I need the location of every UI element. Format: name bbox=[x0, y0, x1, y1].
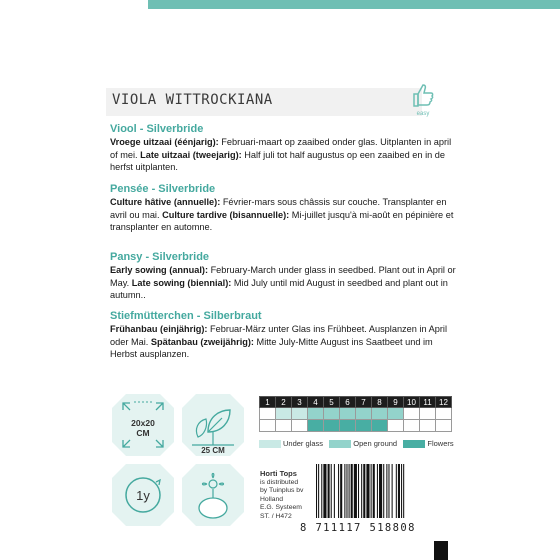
section-title: Stiefmütterchen - Silberbraut bbox=[110, 310, 262, 322]
easy-badge bbox=[408, 82, 438, 120]
calendar-cell bbox=[260, 408, 276, 420]
calendar-cell bbox=[324, 408, 340, 420]
barcode-bar bbox=[334, 464, 335, 518]
barcode-bar bbox=[344, 464, 345, 518]
section-text-early: Février-mars sous châssis sur couche. Transplanter en avril ou mai. bbox=[110, 197, 447, 220]
legend-swatch-under-glass bbox=[259, 440, 281, 448]
legend-flowers: Flowers bbox=[427, 439, 454, 448]
calendar-cell bbox=[436, 420, 452, 432]
thumbs-up-icon bbox=[411, 82, 435, 108]
calendar-row bbox=[260, 408, 452, 420]
sowing-calendar bbox=[259, 396, 452, 432]
section-english bbox=[110, 251, 460, 302]
calendar-cell bbox=[308, 420, 324, 432]
barcode-digits: 8 711117 518808 bbox=[300, 522, 416, 534]
calendar-cell bbox=[356, 420, 372, 432]
section-german bbox=[110, 310, 460, 361]
calendar-cell bbox=[404, 408, 420, 420]
section-dutch bbox=[110, 123, 460, 174]
barcode-bar bbox=[340, 464, 342, 518]
section-title: Pensée - Silverbride bbox=[110, 183, 216, 195]
top-accent-bar bbox=[148, 0, 560, 9]
month-cell: 10 bbox=[404, 397, 420, 408]
section-heading-late: Late sowing (biennial): bbox=[131, 277, 232, 288]
legend-swatch-flowers bbox=[403, 440, 425, 448]
legend-open-ground: Open ground bbox=[353, 439, 398, 448]
section-title: Pansy - Silverbride bbox=[110, 251, 210, 263]
month-cell: 1 bbox=[260, 397, 276, 408]
flower-icon bbox=[182, 464, 244, 526]
calendar-cell bbox=[420, 420, 436, 432]
bottom-black-bar bbox=[434, 541, 448, 560]
month-cell: 8 bbox=[372, 397, 388, 408]
month-cell: 6 bbox=[340, 397, 356, 408]
legend-swatch-open-ground bbox=[329, 440, 351, 448]
easy-label: easy bbox=[416, 111, 430, 117]
section-heading-late: Spätanbau (zweijährig): bbox=[150, 336, 254, 347]
distributor-line: Holland bbox=[260, 495, 284, 503]
section-heading-late: Culture tardive (bisannuelle): bbox=[162, 209, 290, 220]
calendar-cell bbox=[356, 408, 372, 420]
barcode-bar bbox=[386, 464, 387, 518]
barcode-bar bbox=[383, 464, 384, 518]
barcode-bar bbox=[396, 464, 397, 518]
barcode bbox=[310, 464, 448, 520]
calendar-cell bbox=[340, 408, 356, 420]
latin-name-title: VIOLA WITTROCKIANA bbox=[112, 92, 273, 108]
section-heading-early: Early sowing (annual): bbox=[110, 265, 209, 275]
section-text-late: Half juli tot half augustus op een zaaibed en in de herfst uitplanten. bbox=[110, 149, 446, 173]
spacing-label: 20x20 CM bbox=[131, 418, 155, 438]
section-text-late: Mid July until mid August in seedbed and plant out in autumn.. bbox=[110, 277, 448, 301]
calendar-cell bbox=[340, 420, 356, 432]
barcode-bar bbox=[373, 464, 375, 518]
barcode-bar bbox=[338, 464, 339, 518]
calendar-cell bbox=[388, 420, 404, 432]
calendar-cell bbox=[324, 420, 340, 432]
barcode-bar bbox=[328, 464, 330, 518]
barcode-bar bbox=[366, 464, 369, 518]
barcode-bar bbox=[377, 464, 378, 518]
section-heading-early: Culture hâtive (annuelle): bbox=[110, 197, 221, 207]
distributor-line: E.G. Systeem bbox=[260, 504, 302, 512]
section-text-early: Februar-März unter Glas ins Frühbeet. Ausplanzen in April oder Mai. bbox=[110, 324, 447, 347]
barcode-bar bbox=[318, 464, 319, 518]
section-text-early: February-March under glass in seedbed. Plant out in April or May. bbox=[110, 265, 456, 288]
barcode-bar bbox=[354, 464, 357, 518]
calendar-cell bbox=[388, 408, 404, 420]
barcode-bar bbox=[358, 464, 359, 518]
section-text-late: Mi-juillet jusqu'à mi-août en pépinière et transplanter en automne. bbox=[110, 209, 454, 233]
calendar-legend bbox=[259, 439, 454, 448]
month-cell: 9 bbox=[388, 397, 404, 408]
depth-label: 25 CM bbox=[201, 446, 225, 455]
barcode-bar bbox=[351, 464, 353, 518]
barcode-bar bbox=[379, 464, 382, 518]
distributor-info bbox=[260, 470, 303, 522]
barcode-bar bbox=[401, 464, 402, 518]
calendar-cell bbox=[420, 408, 436, 420]
section-body bbox=[110, 323, 460, 361]
distributor-line: by Tuinplus bv bbox=[260, 487, 304, 495]
barcode-bar bbox=[349, 464, 350, 518]
month-header-row bbox=[260, 397, 452, 408]
calendar-cell bbox=[276, 408, 292, 420]
section-body bbox=[110, 264, 460, 302]
section-heading-early: Vroege uitzaai (éénjarig): bbox=[110, 137, 219, 147]
barcode-bar bbox=[388, 464, 389, 518]
month-cell: 3 bbox=[292, 397, 308, 408]
barcode-bar bbox=[403, 464, 404, 518]
month-cell: 11 bbox=[420, 397, 436, 408]
section-title: Viool - Silverbride bbox=[110, 123, 204, 135]
calendar-cell bbox=[308, 408, 324, 420]
section-body bbox=[110, 196, 460, 234]
section-text-late: Mitte July-Mitte August ins Saatbeet und im Herbst ausplanzen. bbox=[110, 336, 433, 360]
barcode-bar bbox=[361, 464, 362, 518]
calendar-cell bbox=[276, 420, 292, 432]
brand-name: Horti Tops bbox=[260, 469, 297, 478]
section-heading-late: Late uitzaai (tweejarig): bbox=[140, 149, 242, 160]
barcode-bar bbox=[331, 464, 332, 518]
barcode-bar bbox=[323, 464, 326, 518]
calendar-row bbox=[260, 420, 452, 432]
calendar-cell bbox=[404, 420, 420, 432]
section-body bbox=[110, 136, 460, 174]
legend-under-glass: Under glass bbox=[283, 439, 324, 448]
month-cell: 5 bbox=[324, 397, 340, 408]
month-cell: 4 bbox=[308, 397, 324, 408]
barcode-bar bbox=[398, 464, 400, 518]
distributor-line: is distributed bbox=[260, 478, 299, 486]
barcode-bar bbox=[321, 464, 322, 518]
calendar-cell bbox=[436, 408, 452, 420]
month-cell: 7 bbox=[356, 397, 372, 408]
calendar-cell bbox=[292, 408, 308, 420]
calendar-cell bbox=[260, 420, 276, 432]
barcode-bar bbox=[316, 464, 317, 518]
calendar-cell bbox=[292, 420, 308, 432]
barcode-bar bbox=[363, 464, 365, 518]
section-french bbox=[110, 183, 460, 234]
barcode-bar bbox=[392, 464, 393, 518]
section-text-early: Februari-maart op zaaibed onder glas. Uitplanten in april of mei. bbox=[110, 137, 452, 160]
cultivation-icons bbox=[108, 390, 250, 550]
calendar-cell bbox=[372, 420, 388, 432]
calendar-cell bbox=[372, 408, 388, 420]
month-cell: 2 bbox=[276, 397, 292, 408]
barcode-bar bbox=[346, 464, 347, 518]
month-cell: 12 bbox=[436, 397, 452, 408]
barcode-bar bbox=[371, 464, 372, 518]
distributor-line: ST. / H472 bbox=[260, 512, 292, 520]
calendar-table bbox=[259, 396, 452, 432]
lifecycle-label: 1y bbox=[136, 488, 150, 503]
section-heading-early: Frühanbau (einjährig): bbox=[110, 324, 208, 334]
